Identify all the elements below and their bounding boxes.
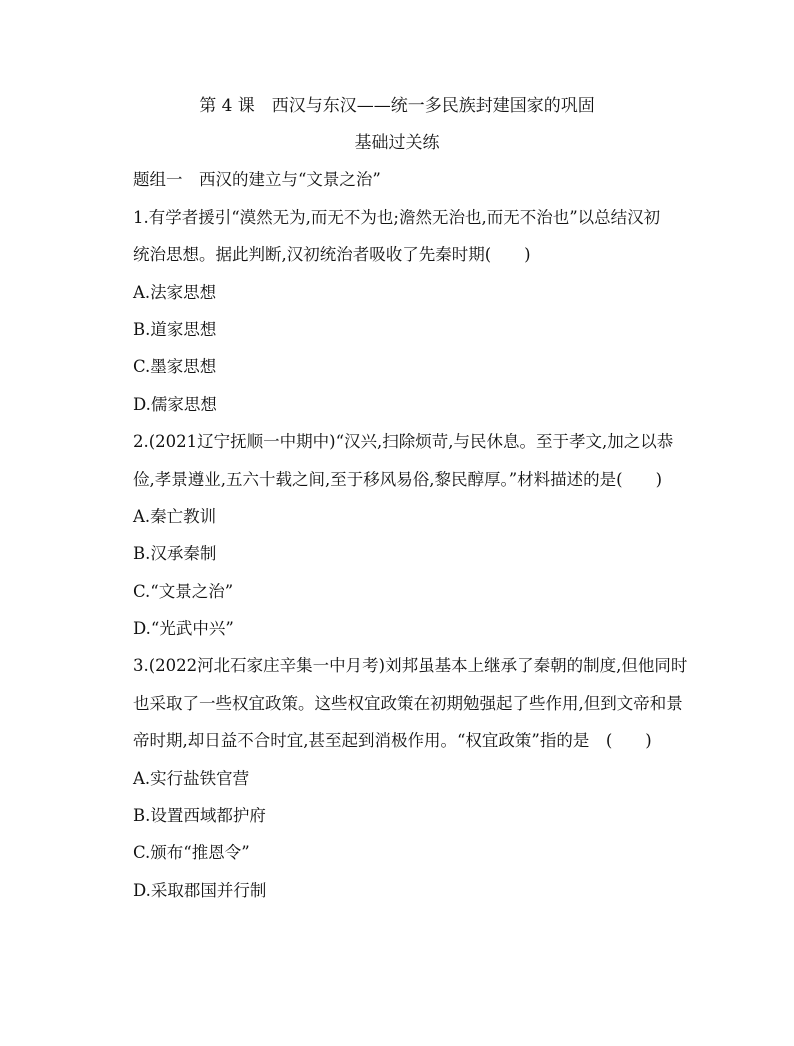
section-subtitle: 基础过关练 [354,133,440,153]
question-3-option-a[interactable]: A.实行盐铁官营 [133,769,250,788]
question-2-option-a[interactable]: A.秦亡教训 [133,507,217,526]
question-1-option-d[interactable]: D.儒家思想 [133,395,217,414]
question-1-option-b[interactable]: B.道家思想 [133,320,217,339]
question-2-line-1: 2.(2021辽宁抚顺一中期中)“汉兴,扫除烦苛,与民休息。至于孝文,加之以恭 [133,432,674,451]
question-3-line-2: 也采取了一些权宜政策。这些权宜政策在初期勉强起了些作用,但到文帝和景 [133,694,683,713]
question-3-option-c[interactable]: C.颁布“推恩令” [133,843,250,862]
question-3-option-b[interactable]: B.设置西域都护府 [133,806,266,825]
question-1-line-2: 统治思想。据此判断,汉初统治者吸收了先秦时期( ) [133,245,531,264]
question-1-option-c[interactable]: C.墨家思想 [133,357,217,376]
lesson-title: 第 4 课 西汉与东汉——统一多民族封建国家的巩固 [199,96,595,116]
question-2-option-b[interactable]: B.汉承秦制 [133,544,217,563]
question-2-line-2: 俭,孝景遵业,五六十载之间,至于移风易俗,黎民醇厚。”材料描述的是( ) [133,470,663,489]
question-3-line-3: 帝时期,却日益不合时宜,甚至起到消极作用。“权宜政策”指的是 ( ) [133,731,652,750]
question-3-option-d[interactable]: D.采取郡国并行制 [133,881,267,900]
question-2-option-c[interactable]: C.“文景之治” [133,582,234,601]
question-2-option-d[interactable]: D.“光武中兴” [133,619,234,638]
question-1-option-a[interactable]: A.法家思想 [133,283,217,302]
question-3-line-1: 3.(2022河北石家庄辛集一中月考)刘邦虽基本上继承了秦朝的制度,但他同时 [133,656,688,675]
question-group-heading: 题组一 西汉的建立与“文景之治” [133,170,381,189]
question-1-line-1: 1.有学者援引“漠然无为,而无不为也;澹然无治也,而无不治也”以总结汉初 [133,208,661,227]
